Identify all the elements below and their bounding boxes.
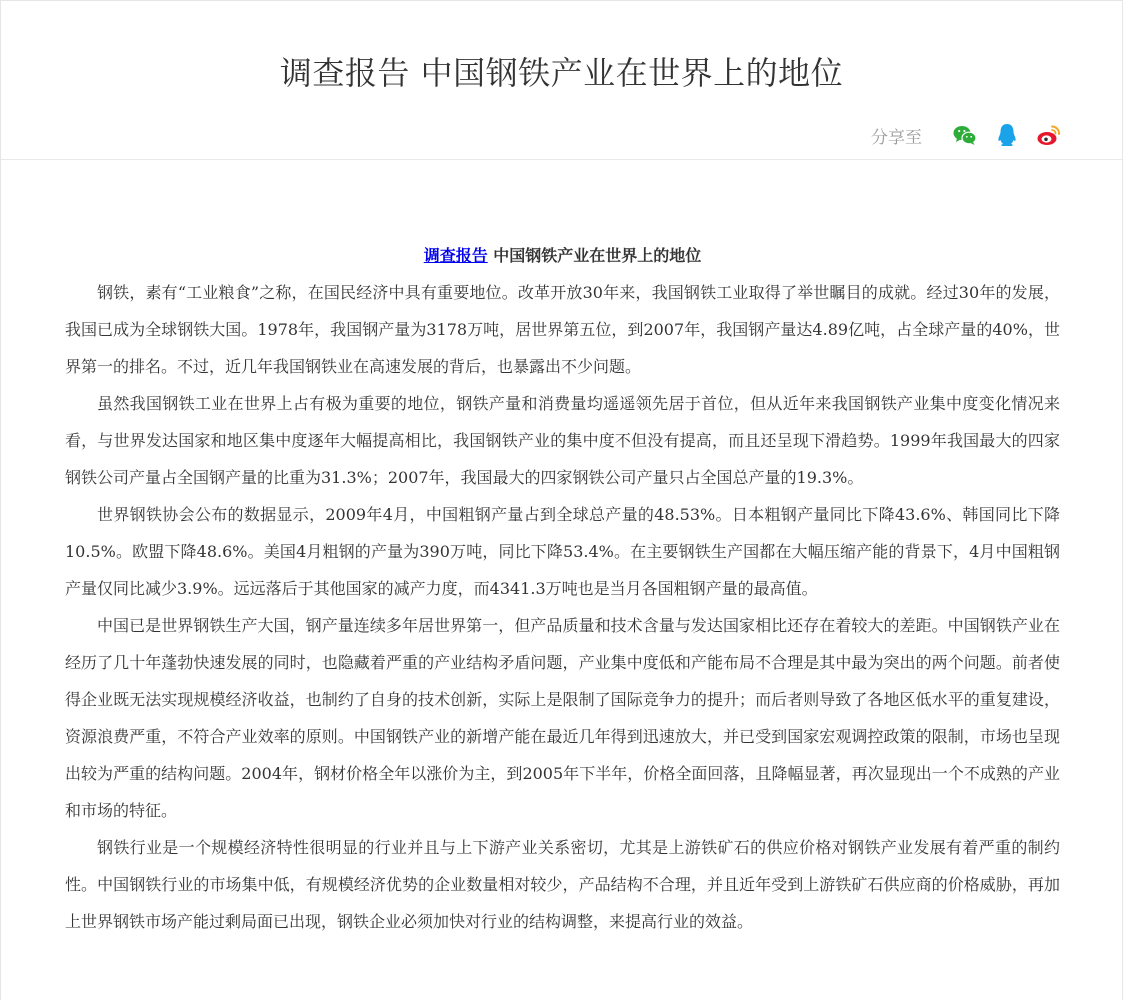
share-bar: [871, 121, 1062, 149]
article-paragraph-1: 钢铁，素有“工业粮食”之称，在国民经济中具有重要地位。改革开放30年来，我国钢铁工业取得了举世瞩目的成就。经过30年的发展，我国已成为全球钢铁大国。1978年，我国钢产量为3178万吨，居世界第五位，到2007年，我国钢产量达4.89亿吨，占全球产量的40%，世界第一的排名。不过，近几年我国钢铁业在高速发展的背后，也暴露出不少问题。: [65, 283, 1060, 376]
header: [1, 1, 1122, 160]
article-heading-text: 中国钢铁产业在世界上的地位: [487, 246, 702, 265]
article-paragraph-3: 世界钢铁协会公布的数据显示，2009年4月，中国粗钢产量占到全球总产量的48.53%。日本粗钢产量同比下降43.6%、韩国同比下降10.5%。欧盟下降48.6%。美国4月粗钢的产量为390万吨，同比下降53.4%。在主要钢铁生产国都在大幅压缩产能的背景下，4月中国粗钢产量仅同比减少3.9%。远远落后于其他国家的减产力度，而4341.3万吨也是当月各国粗钢产量的最高值。: [65, 505, 1060, 598]
qq-icon[interactable]: [994, 122, 1020, 148]
article-paragraph-5: 钢铁行业是一个规模经济特性很明显的行业并且与上下游产业关系密切，尤其是上游铁矿石的供应价格对钢铁产业发展有着严重的制约性。中国钢铁行业的市场集中低，有规模经济优势的企业数量相对较少，产品结构不合理，并且近年受到上游铁矿石供应商的价格威胁，再加上世界钢铁市场产能过剩局面已出现，钢铁企业必须加快对行业的结构调整，来提高行业的效益。: [65, 838, 1060, 931]
page-title: 调查报告 中国钢铁产业在世界上的地位: [279, 54, 844, 92]
article-paragraph-2: 虽然我国钢铁工业在世界上占有极为重要的地位，钢铁产量和消费量均遥遥领先居于首位，但从近年来我国钢铁产业集中度变化情况来看，与世界发达国家和地区集中度逐年大幅提高相比，我国钢铁产业的集中度不但没有提高，而且还呈现下滑趋势。1999年我国最大的四家钢铁公司产量占全国钢产量的比重为31.3%；2007年，我国最大的四家钢铁公司产量只占全国总产量的19.3%。: [65, 394, 1060, 487]
article-paragraph-4: 中国已是世界钢铁生产大国，钢产量连续多年居世界第一，但产品质量和技术含量与发达国家相比还存在着较大的差距。中国钢铁产业在经历了几十年蓬勃快速发展的同时，也隐藏着严重的产业结构矛盾问题，产业集中度低和产能布局不合理是其中最为突出的两个问题。前者使得企业既无法实现规模经济收益，也制约了自身的技术创新，实际上是限制了国际竞争力的提升；而后者则导致了各地区低水平的重复建设，资源浪费严重，不符合产业效率的原则。中国钢铁产业的新增产能在最近几年得到迅速放大，并已受到国家宏观调控政策的限制，市场也呈现出较为严重的结构问题。2004年，钢材价格全年以涨价为主，到2005年下半年，价格全面回落，且降幅显著，再次显现出一个不成熟的产业和市场的特征。: [65, 616, 1060, 820]
article-heading-link[interactable]: 调查报告: [423, 246, 488, 265]
share-label: 分享至: [871, 127, 922, 148]
article-body: [65, 244, 1060, 940]
wechat-icon[interactable]: [952, 122, 978, 148]
weibo-icon[interactable]: [1036, 122, 1062, 148]
article-heading: [65, 244, 1060, 268]
